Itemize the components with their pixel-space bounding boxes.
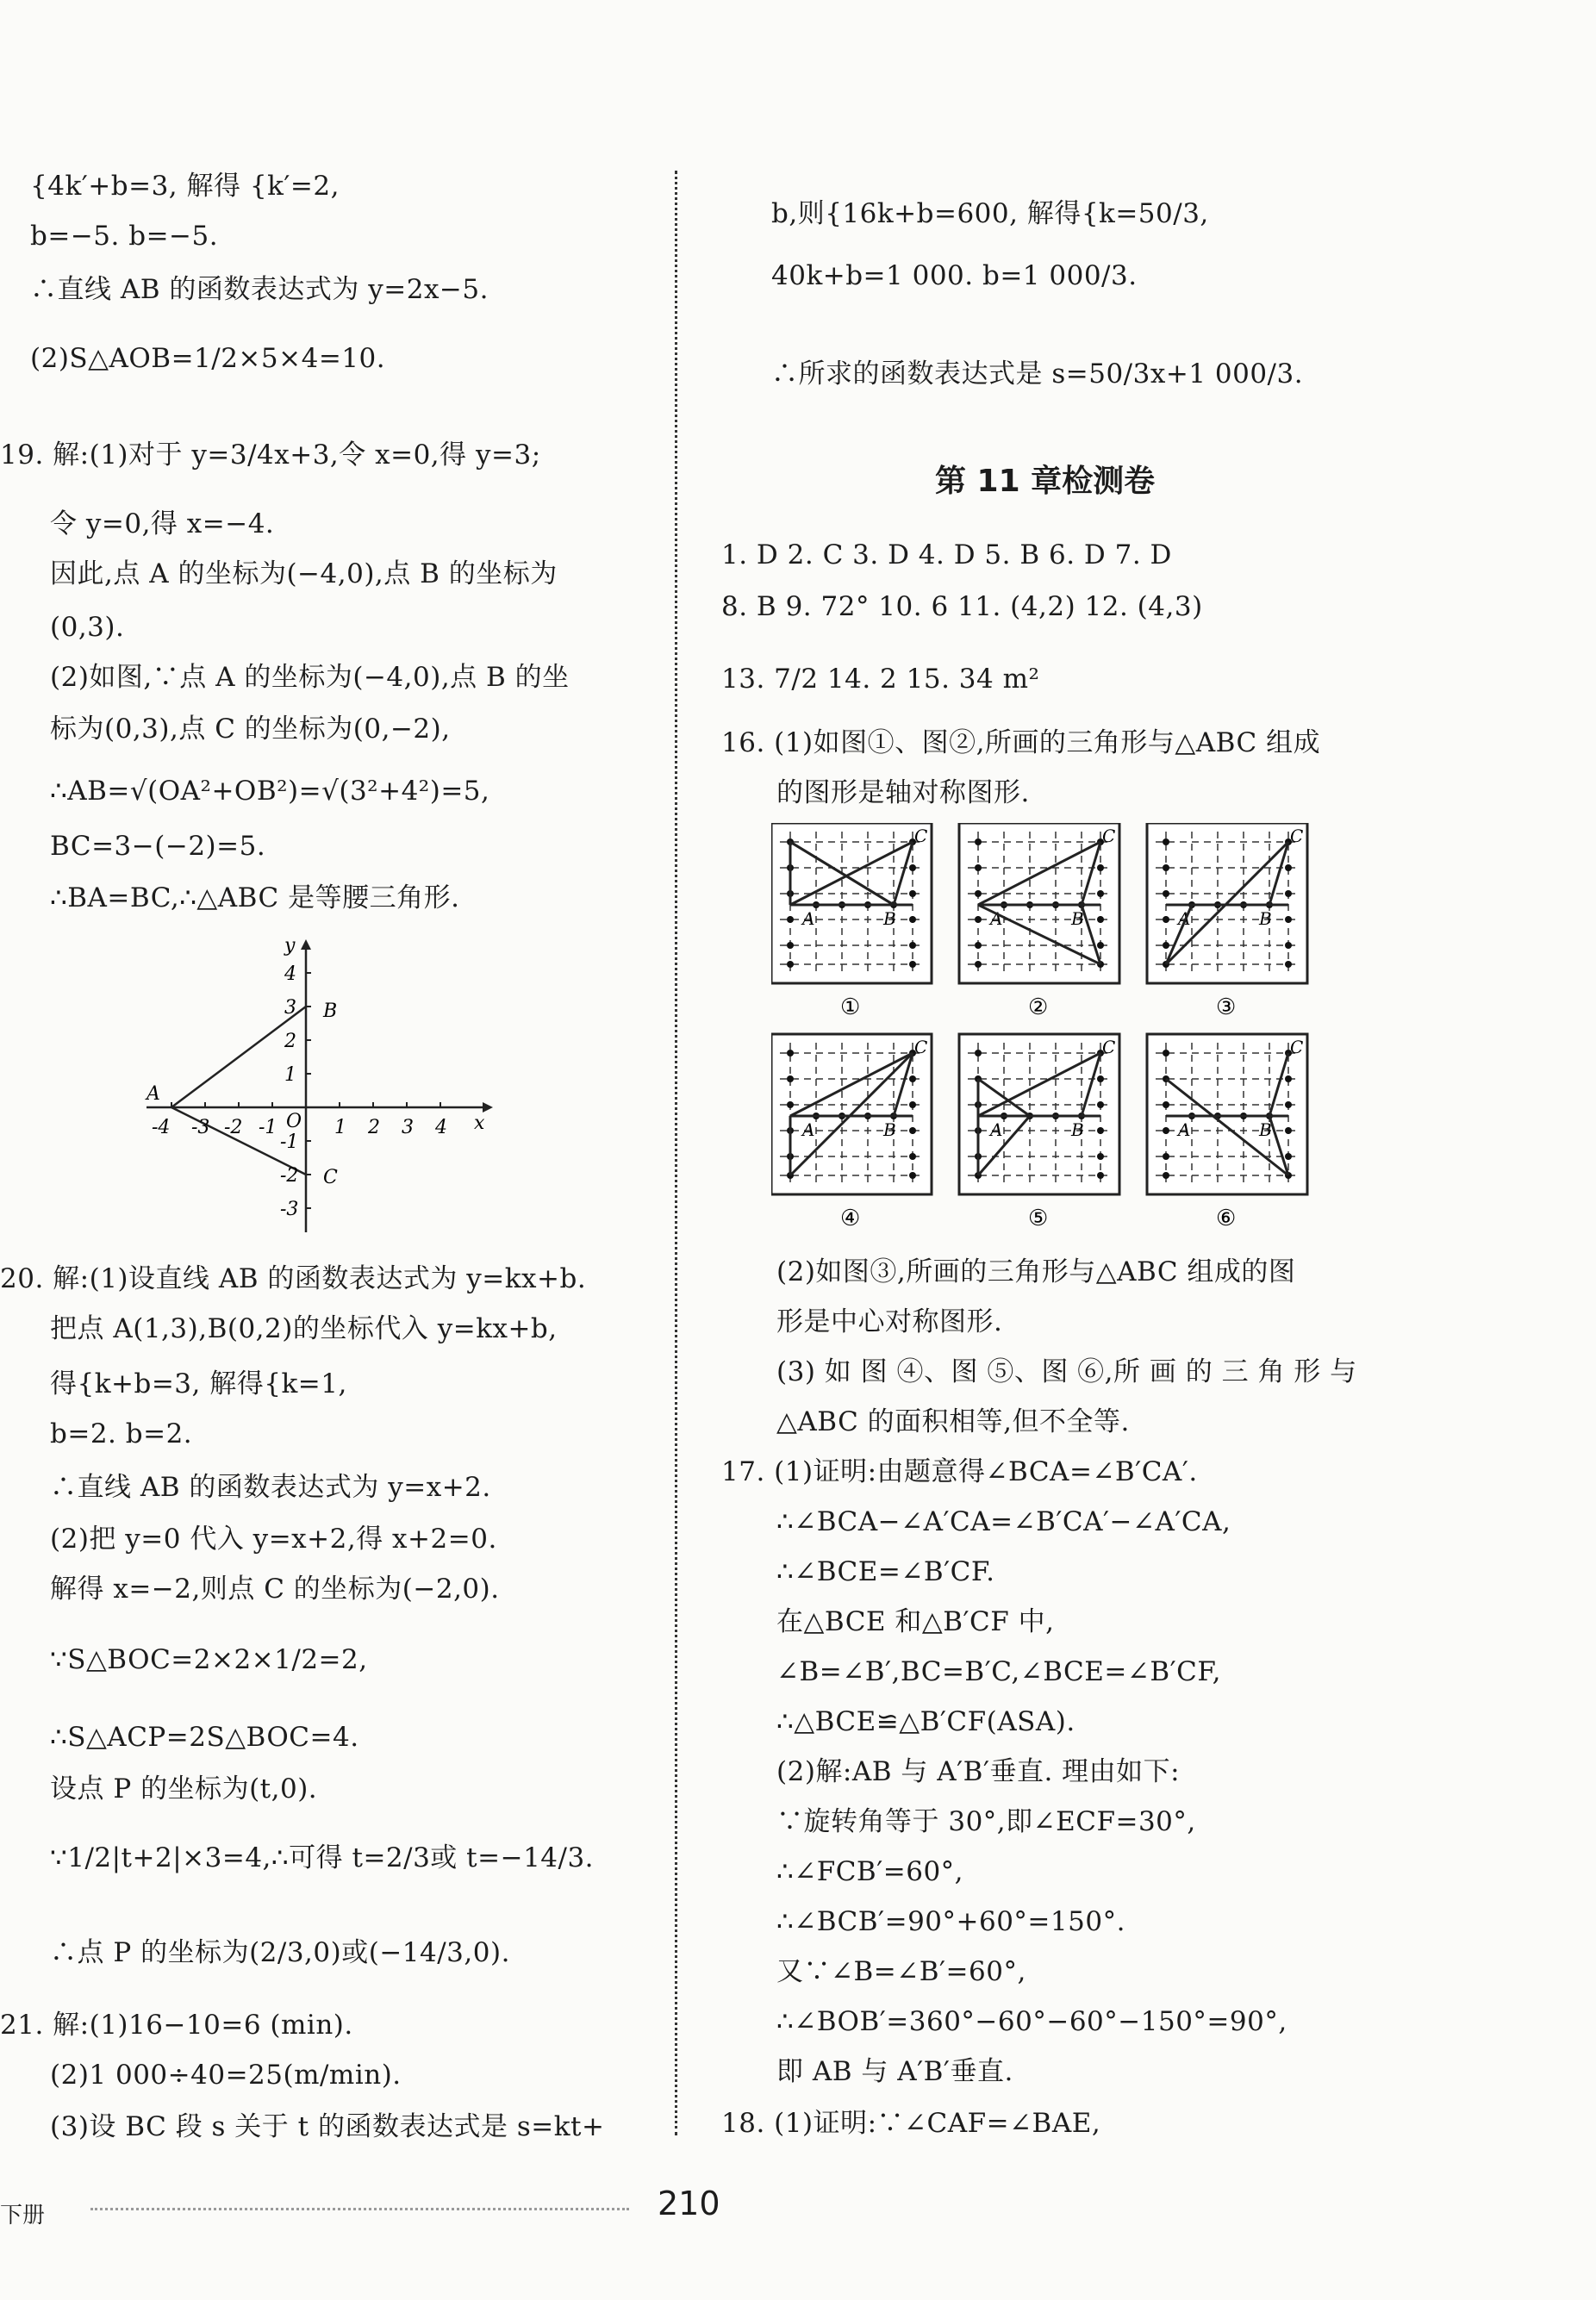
text-line: 因此,点 A 的坐标为(−4,0),点 B 的坐标为 xyxy=(50,558,558,589)
column-divider xyxy=(675,171,677,2135)
problem-20-line: 20. 解:(1)设直线 AB 的函数表达式为 y=kx+b. xyxy=(0,1263,587,1294)
text-line: ∵旋转角等于 30°,即∠ECF=30°, xyxy=(776,1806,1196,1837)
y-tick-label: 1 xyxy=(284,1064,296,1086)
answer-line: 13. 7/2 14. 2 15. 34 m² xyxy=(721,664,1040,695)
text-line: 的图形是轴对称图形. xyxy=(776,777,1030,808)
y-tick-label: -1 xyxy=(280,1131,299,1153)
text-line: ∴BA=BC,∴△ABC 是等腰三角形. xyxy=(50,882,460,913)
text-line: BC=3−(−2)=5. xyxy=(50,831,266,862)
text-line: 标为(0,3),点 C 的坐标为(0,−2), xyxy=(50,714,451,745)
y-tick-label: 2 xyxy=(284,1031,296,1052)
y-tick-label: -2 xyxy=(280,1165,299,1187)
text-line: ∴∠BOB′=360°−60°−60°−150°=90°, xyxy=(776,2006,1287,2037)
text-line: ∴∠FCB′=60°, xyxy=(776,1856,964,1887)
text-line: (3)设 BC 段 s 关于 t 的函数表达式是 s=kt+ xyxy=(50,2111,605,2142)
eq-system-line2: b=−5. b=−5. xyxy=(30,221,219,252)
eq-system-line2: 40k+b=1 000. b=1 000/3. xyxy=(771,260,1138,291)
text-line: ∴直线 AB 的函数表达式为 y=x+2. xyxy=(50,1472,491,1503)
x-tick-label: 1 xyxy=(334,1117,346,1138)
text-line: (2)把 y=0 代入 y=x+2,得 x+2=0. xyxy=(50,1524,497,1555)
text-line: ∴AB=√(OA²+OB²)=√(3²+4²)=5, xyxy=(50,776,490,807)
text-line: (0,3). xyxy=(50,612,125,643)
x-tick-label: 2 xyxy=(368,1117,380,1138)
text-line: ∴∠BCB′=90°+60°=150°. xyxy=(776,1906,1125,1937)
grid-1 xyxy=(771,823,932,983)
y-tick-label: 3 xyxy=(284,997,296,1019)
text-line: 设点 P 的坐标为(t,0). xyxy=(50,1773,318,1804)
page-number: 210 xyxy=(658,2185,720,2222)
problem-17-line: 17. (1)证明:由题意得∠BCA=∠B′CA′. xyxy=(721,1456,1198,1487)
point-label-c: C xyxy=(323,1167,338,1188)
problem-19-line: 19. 解:(1)对于 y=3/4x+3,令 x=0,得 y=3; xyxy=(0,439,541,471)
grid-label: ③ xyxy=(1216,994,1237,1020)
text-line: ∴点 P 的坐标为(2/3,0)或(−14/3,0). xyxy=(50,1937,510,1968)
chapter-title: 第 11 章检测卷 xyxy=(935,464,1156,499)
problem-21-line: 21. 解:(1)16−10=6 (min). xyxy=(0,2010,353,2041)
grid-2 xyxy=(959,823,1119,983)
point-label-a: A xyxy=(147,1083,160,1105)
x-tick-label: -4 xyxy=(152,1117,171,1138)
segment-ab xyxy=(171,1007,306,1107)
answer-line: 1. D 2. C 3. D 4. D 5. B 6. D 7. D xyxy=(721,539,1172,570)
y-axis-arrow xyxy=(301,939,311,950)
text-line: 形是中心对称图形. xyxy=(776,1306,1003,1337)
text-line: (2)如图③,所画的三角形与△ABC 组成的图 xyxy=(776,1256,1296,1287)
text-line: (2)1 000÷40=25(m/min). xyxy=(50,2060,402,2091)
grid-4 xyxy=(771,1034,932,1194)
problem-16-line: 16. (1)如图①、图②,所画的三角形与△ABC 组成 xyxy=(721,727,1321,758)
x-tick-label: -2 xyxy=(224,1117,243,1138)
x-tick-label: 4 xyxy=(435,1117,447,1138)
footer-volume-label: 下册 xyxy=(0,2203,46,2228)
text-line: (2)如图,∵点 A 的坐标为(−4,0),点 B 的坐 xyxy=(50,662,570,693)
text-line: ∵S△BOC=2×2×1/2=2, xyxy=(50,1644,368,1675)
grid-label: ⑥ xyxy=(1216,1206,1237,1231)
text-line: ∴所求的函数表达式是 s=50/3x+1 000/3. xyxy=(771,358,1304,390)
eq-system-line1: {4k′+b=3, 解得 {k′=2, xyxy=(30,171,340,202)
x-axis-arrow xyxy=(483,1102,493,1113)
footer-dotted-line xyxy=(90,2208,629,2210)
axis-label-y: y xyxy=(284,935,296,957)
text-line: △ABC 的面积相等,但不全等. xyxy=(776,1406,1130,1437)
eq-system-line1: b,则{16k+b=600, 解得{k=50/3, xyxy=(771,198,1209,229)
coordinate-graph xyxy=(129,931,500,1241)
text-line: 令 y=0,得 x=−4. xyxy=(50,508,275,539)
text-line: ∴△BCE≌△B′CF(ASA). xyxy=(776,1706,1075,1737)
x-tick-label: -3 xyxy=(191,1117,210,1138)
grid-label: ④ xyxy=(840,1206,861,1231)
text-line: ∴S△ACP=2S△BOC=4. xyxy=(50,1722,359,1753)
y-tick-label: -3 xyxy=(280,1199,299,1220)
text-line: (2)解:AB 与 A′B′垂直. 理由如下: xyxy=(776,1756,1181,1787)
text-line: (3) 如 图 ④、图 ⑤、图 ⑥,所 画 的 三 角 形 与 xyxy=(776,1356,1357,1387)
text-line: 解得 x=−2,则点 C 的坐标为(−2,0). xyxy=(50,1574,500,1605)
text-line: 把点 A(1,3),B(0,2)的坐标代入 y=kx+b, xyxy=(50,1313,558,1344)
x-tick-label: -1 xyxy=(259,1117,277,1138)
grid-5 xyxy=(959,1034,1119,1194)
eq-system-line1: 得{k+b=3, 解得{k=1, xyxy=(50,1368,347,1399)
x-tick-label: 3 xyxy=(402,1117,414,1138)
axis-label-x: x xyxy=(474,1113,485,1134)
text-line: 即 AB 与 A′B′垂直. xyxy=(776,2056,1013,2087)
text-line: ∠B=∠B′,BC=B′C,∠BCE=∠B′CF, xyxy=(776,1656,1221,1687)
point-label-b: B xyxy=(323,1000,338,1022)
text-line: ∴∠BCE=∠B′CF. xyxy=(776,1556,995,1587)
text-line: ∵1/2|t+2|×3=4,∴可得 t=2/3或 t=−14/3. xyxy=(50,1842,595,1873)
grid-6 xyxy=(1147,1034,1307,1194)
text-line: ∴∠BCA−∠A′CA=∠B′CA′−∠A′CA, xyxy=(776,1506,1231,1537)
grid-figures xyxy=(771,823,1340,1237)
text-line: 在△BCE 和△B′CF 中, xyxy=(776,1606,1055,1637)
grid-label: ① xyxy=(840,994,861,1020)
text-line: ∴直线 AB 的函数表达式为 y=2x−5. xyxy=(30,274,489,305)
text-line: 又∵∠B=∠B′=60°, xyxy=(776,1956,1026,1987)
grid-3 xyxy=(1147,823,1307,983)
text-line: (2)S△AOB=1/2×5×4=10. xyxy=(30,343,386,374)
origin-label: O xyxy=(286,1111,302,1132)
answer-line: 8. B 9. 72° 10. 6 11. (4,2) 12. (4,3) xyxy=(721,591,1203,622)
grid-label: ⑤ xyxy=(1028,1206,1049,1231)
y-tick-label: 4 xyxy=(284,963,296,985)
grid-label: ② xyxy=(1028,994,1049,1020)
problem-18-line: 18. (1)证明:∵∠CAF=∠BAE, xyxy=(721,2108,1101,2139)
eq-system-line2: b=2. b=2. xyxy=(50,1418,193,1449)
